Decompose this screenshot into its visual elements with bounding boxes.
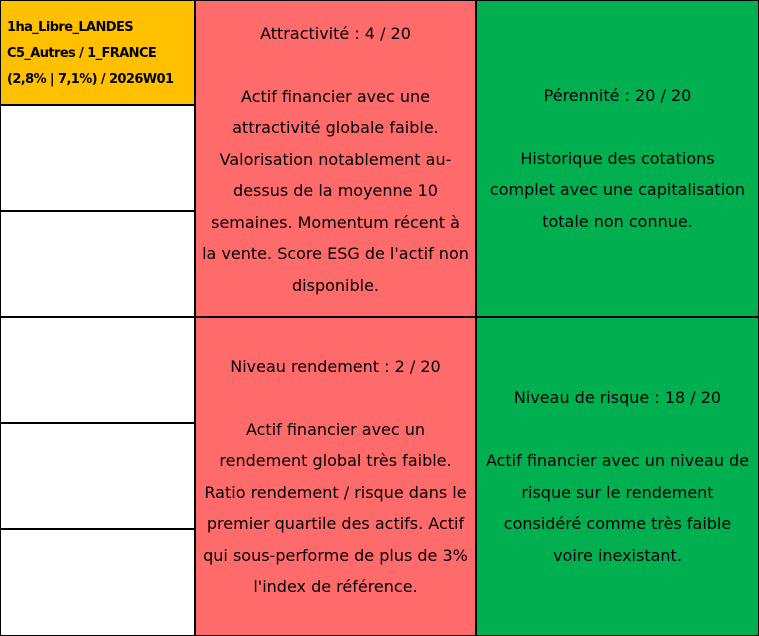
perennite-line: totale non connue. [542,211,693,231]
risque-line: risque sur le rendement [521,482,714,502]
attractivite-line: dessus de la moyenne 10 [233,181,438,201]
rendement-title: Niveau rendement : 2 / 20 [230,356,441,376]
attractivite-line: la vente. Score ESG de l'actif non [202,244,469,264]
perennite-title: Pérennité : 20 / 20 [543,85,692,105]
rendement-line: Ratio rendement / risque dans le [204,482,467,502]
asset-identifier-line-3: (2,8% | 7,1%) / 2026W01 [7,72,174,87]
rendement-line: l'index de référence. [253,577,418,596]
empty-cell-3 [0,317,195,423]
attractivite-line: Actif financier avec une [241,86,430,106]
empty-cell-2 [0,211,195,317]
perennite-line: Historique des cotations [520,148,715,168]
rendement-line: qui sous-performe de plus de 3% [203,545,468,565]
rendement-card [195,317,476,636]
attractivite-line: disponible. [292,275,379,295]
risque-title: Niveau de risque : 18 / 20 [513,388,722,407]
risque-line: voire inexistant. [553,545,682,565]
empty-cell-1 [0,105,195,211]
asset-identifier-tag [0,0,195,105]
asset-identifier-line-2: C5_Autres / 1_FRANCE [7,46,157,61]
rendement-line: rendement global très faible. [219,451,452,470]
risque-line: considéré comme très faible [503,514,732,533]
attractivite-title: Attractivité : 4 / 20 [260,23,411,43]
attractivite-card [195,0,476,317]
attractivite-line: semaines. Momentum récent à [211,212,460,232]
rendement-line: Actif financier avec un [245,419,426,439]
perennite-card [476,0,759,317]
asset-identifier-line-1: 1ha_Libre_LANDES [7,20,134,35]
rendement-line: premier quartile des actifs. Actif [206,514,465,533]
perennite-line: complet avec une capitalisation [489,180,746,200]
risque-line: Actif financier avec un niveau de [485,451,750,470]
empty-cell-4 [0,423,195,529]
risque-card [476,317,759,636]
attractivite-line: Valorisation notablement au- [219,149,452,169]
empty-cell-5 [0,529,195,636]
attractivite-line: attractivité globale faible. [232,118,439,138]
